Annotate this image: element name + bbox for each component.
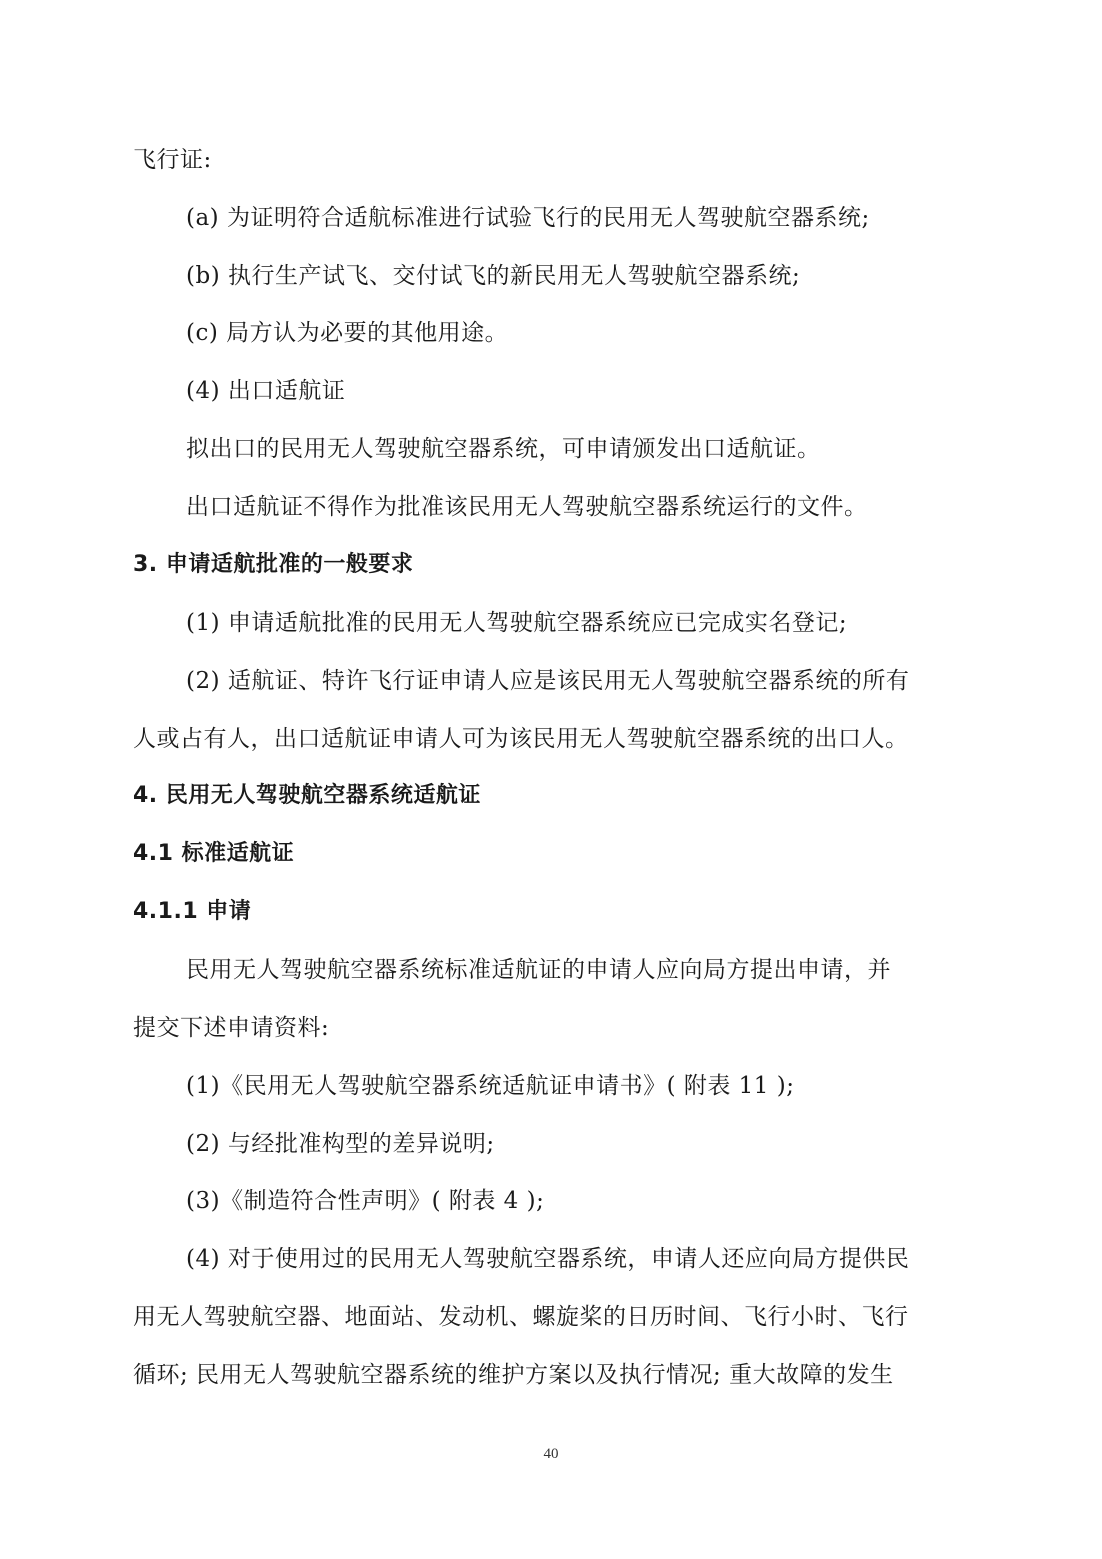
list-item-2: (2) 适航证、特许飞行证申请人应是该民用无人驾驶航空器系统的所有 bbox=[186, 668, 910, 694]
paragraph: 出口适航证不得作为批准该民用无人驾驶航空器系统运行的文件。 bbox=[186, 494, 868, 520]
paragraph: 民用无人驾驶航空器系统标准适航证的申请人应向局方提出申请，并 bbox=[186, 957, 891, 983]
list-item-c: (c) 局方认为必要的其他用途。 bbox=[186, 320, 509, 346]
section-heading-4-1: 4.1 标准适航证 bbox=[133, 841, 295, 866]
section-heading-3: 3. 申请适航批准的一般要求 bbox=[133, 552, 414, 577]
paragraph: 拟出口的民用无人驾驶航空器系统，可申请颁发出口适航证。 bbox=[186, 436, 821, 462]
list-item-4-continuation: 循环; 民用无人驾驶航空器系统的维护方案以及执行情况; 重大故障的发生 bbox=[133, 1362, 894, 1388]
section-heading-4: 4. 民用无人驾驶航空器系统适航证 bbox=[133, 783, 481, 808]
section-heading-4-1-1: 4.1.1 申请 bbox=[133, 899, 252, 924]
list-item-3: (3)《制造符合性声明》( 附表 4 ); bbox=[186, 1188, 545, 1214]
paragraph-continuation: 提交下述申请资料: bbox=[133, 1015, 330, 1041]
list-item-4-continuation: 用无人驾驶航空器、地面站、发动机、螺旋桨的日历时间、飞行小时、飞行 bbox=[133, 1304, 909, 1330]
list-item-1: (1)《民用无人驾驶航空器系统适航证申请书》( 附表 11 ); bbox=[186, 1073, 795, 1099]
list-item-4: (4) 对于使用过的民用无人驾驶航空器系统，申请人还应向局方提供民 bbox=[186, 1246, 910, 1272]
list-item-4-export-cert: (4) 出口适航证 bbox=[186, 378, 346, 404]
paragraph-continuation: 飞行证: bbox=[133, 147, 212, 173]
list-item-2: (2) 与经批准构型的差异说明; bbox=[186, 1131, 495, 1157]
list-item-b: (b) 执行生产试飞、交付试飞的新民用无人驾驶航空器系统; bbox=[186, 263, 801, 289]
list-item-1: (1) 申请适航批准的民用无人驾驶航空器系统应已完成实名登记; bbox=[186, 610, 848, 636]
page-number: 40 bbox=[543, 1446, 559, 1462]
list-item-a: (a) 为证明符合适航标准进行试验飞行的民用无人驾驶航空器系统; bbox=[186, 205, 870, 231]
list-item-2-continuation: 人或占有人，出口适航证申请人可为该民用无人驾驶航空器系统的出口人。 bbox=[133, 726, 909, 752]
